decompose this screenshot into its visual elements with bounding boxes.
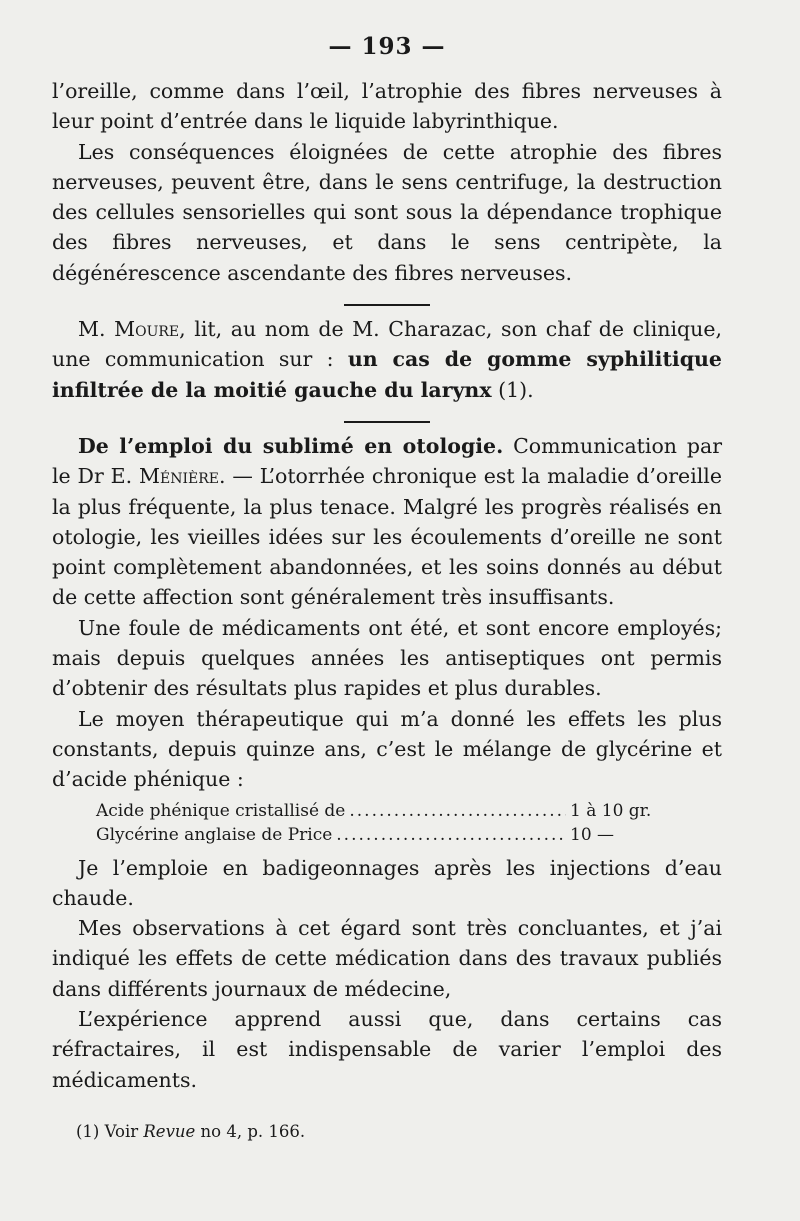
formula-row — [96, 823, 674, 847]
sublime-text: . — L’otorrhée chronique est la maladie d’oreille la plus fréquente, la plus tenace. Malgré les progrès réalisés en otologie, les vieilles idées sur les écoulements d’oreille ne sont point complètement abandonnées, et les soins donnés au début de cette affection sont généralement très insuffisants. — [52, 464, 722, 610]
communication-title-gomme: un cas de gomme syphilitique infiltrée de la moitié gauche du larynx — [52, 347, 722, 402]
paragraph-continuation: l’oreille, comme dans l’œil, l’atrophie des fibres nerveuses à leur point d’entrée dans le liquide labyrinthique. — [52, 79, 722, 134]
prescription-formula — [96, 799, 722, 847]
formula-ingredient: Acide phénique cristallisé de — [96, 800, 346, 821]
paragraph-moure-communication — [52, 314, 722, 405]
paragraph-observations: Mes observations à cet égard sont très concluantes, et j’ai indiqué les effets de cette médication dans des travaux publiés dans différents journaux de médecine, — [52, 916, 722, 1001]
paragraph-experience: L’expérience apprend aussi que, dans certains cas réfractaires, il est indispensable de varier l’emploi des médicaments. — [52, 1007, 722, 1092]
author-moure: M. Moure — [78, 317, 180, 342]
paragraph-atrophy-consequences: Les conséquences éloignées de cette atrophie des fibres nerveuses, peuvent être, dans le sens centrifuge, la destruction des cellules sensorielles qui sont sous la dépendance trophique des fibres nerveuses, et dans le sens centripète, la dégénérescence ascendante des fibres nerveuses. — [52, 139, 722, 285]
moure-text: , lit, au nom de M. Charazac, son chaf de clinique, une communication sur : — [52, 317, 722, 372]
footnote-reference: (1). — [491, 377, 534, 402]
formula-ingredient: Glycérine anglaise de Price — [96, 824, 333, 845]
communication-by: Communication par le Dr — [52, 433, 722, 489]
author-meniere: E. Ménière — [110, 464, 219, 489]
formula-row — [96, 799, 674, 823]
section-divider — [344, 421, 430, 423]
page-number: — 193 — — [328, 33, 446, 60]
footnote-issue: no 4, p. 166. — [195, 1121, 306, 1141]
section-title-sublime: De l’emploi du sublimé en otologie. — [78, 433, 504, 458]
footnote-journal: Revue — [143, 1121, 196, 1141]
dot-leader — [349, 799, 566, 823]
footnote — [52, 1121, 722, 1143]
paragraph-sublime-otologie — [52, 431, 722, 613]
footnote-prefix: (1) Voir — [76, 1121, 144, 1141]
paragraph-therapeutic-means: Le moyen thérapeutique qui m’a donné les effets les plus constants, depuis quinze ans, c’est le mélange de glycérine et d’acide phénique : — [52, 706, 722, 792]
section-divider — [344, 304, 430, 306]
dot-leader — [336, 823, 566, 847]
paragraph-application: Je l’emploie en badigeonnages après les injections d’eau chaude. — [52, 855, 722, 910]
paragraph-medicaments: Une foule de médicaments ont été, et sont encore employés; mais depuis quelques années les antiseptiques ont permis d’obtenir des résultats plus rapides et plus durables. — [52, 615, 722, 701]
formula-quantity: 10 — — [570, 824, 615, 845]
formula-quantity: 1 à 10 gr. — [570, 800, 652, 821]
